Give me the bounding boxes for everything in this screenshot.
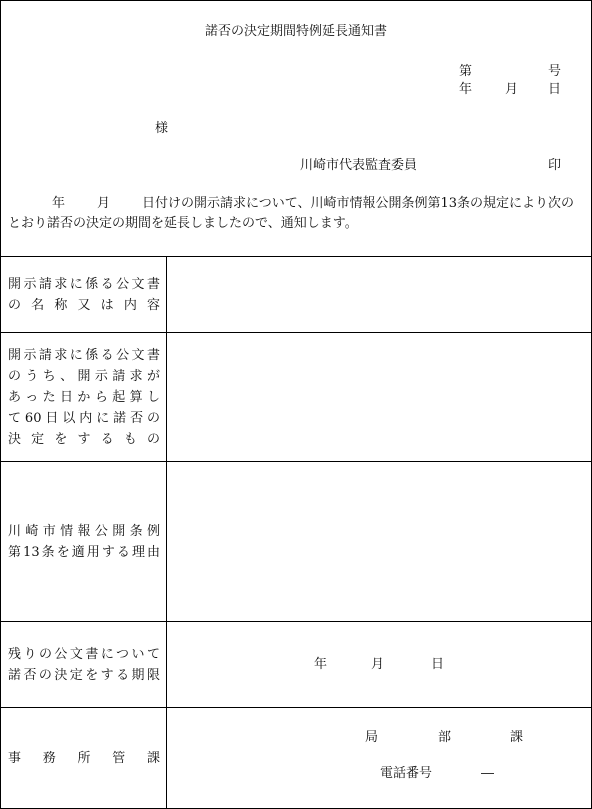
seal-mark: 印 (548, 158, 562, 173)
phone-dash: ― (481, 766, 494, 781)
deadline-year: 年 (314, 657, 328, 672)
row-label (0, 708, 167, 809)
label-line: 残りの公文書について (8, 646, 160, 662)
label-line: 開示請求に係る公文書 (8, 276, 160, 292)
label-line: 事務所管課 (8, 751, 160, 766)
number-prefix: 第 (459, 64, 473, 79)
phone-label: 電話番号 (380, 766, 433, 781)
table-row (0, 708, 592, 809)
label-line: て60日以内に諾否の (8, 410, 160, 426)
row-label (0, 257, 167, 332)
label-line: 川崎市情報公開条例 (8, 523, 160, 539)
label-line: 諾否の決定をする期限 (8, 667, 160, 683)
date-year: 年 (459, 82, 473, 97)
body-month: 月 (97, 196, 111, 211)
row-label (0, 462, 167, 621)
label-line: あった日から起算し (8, 389, 160, 405)
decided-documents-field[interactable] (167, 333, 592, 461)
table-row (0, 333, 592, 462)
date-month: 月 (505, 82, 519, 97)
label-line: 開示請求に係る公文書 (8, 347, 160, 363)
table-row (0, 257, 592, 333)
deadline-month: 月 (371, 657, 385, 672)
number-suffix: 号 (548, 64, 562, 79)
document-name-field[interactable] (167, 257, 592, 332)
department-label: 部 (438, 730, 452, 745)
section-label: 課 (510, 730, 524, 745)
reason-field[interactable] (167, 462, 592, 621)
date-day: 日 (548, 82, 562, 97)
addressee-suffix: 様 (155, 121, 169, 136)
body-year: 年 (52, 196, 66, 211)
notice-body (8, 194, 584, 234)
row-label (0, 333, 167, 461)
responsible-section-field[interactable] (167, 708, 592, 809)
document-title: 諾否の決定期間特例延長通知書 (204, 24, 387, 39)
form-header (0, 0, 592, 257)
body-text: 日付けの開示請求について、川崎市情報公開条例第13条の規定により次のとおり諾否の決定の期間を延長しましたので、通知します。 (8, 196, 575, 231)
deadline-field[interactable] (167, 622, 592, 707)
label-line: 決定をするもの (8, 431, 160, 447)
issuer-name: 川崎市代表監査委員 (300, 158, 418, 173)
label-line: のうち、開示請求が (8, 368, 160, 384)
label-line: の名称又は内容 (8, 297, 160, 313)
row-label (0, 622, 167, 707)
table-row (0, 462, 592, 622)
deadline-day: 日 (431, 657, 445, 672)
label-line: 第13条を適用する理由 (8, 544, 160, 560)
bureau-label: 局 (365, 730, 379, 745)
table-row (0, 622, 592, 708)
